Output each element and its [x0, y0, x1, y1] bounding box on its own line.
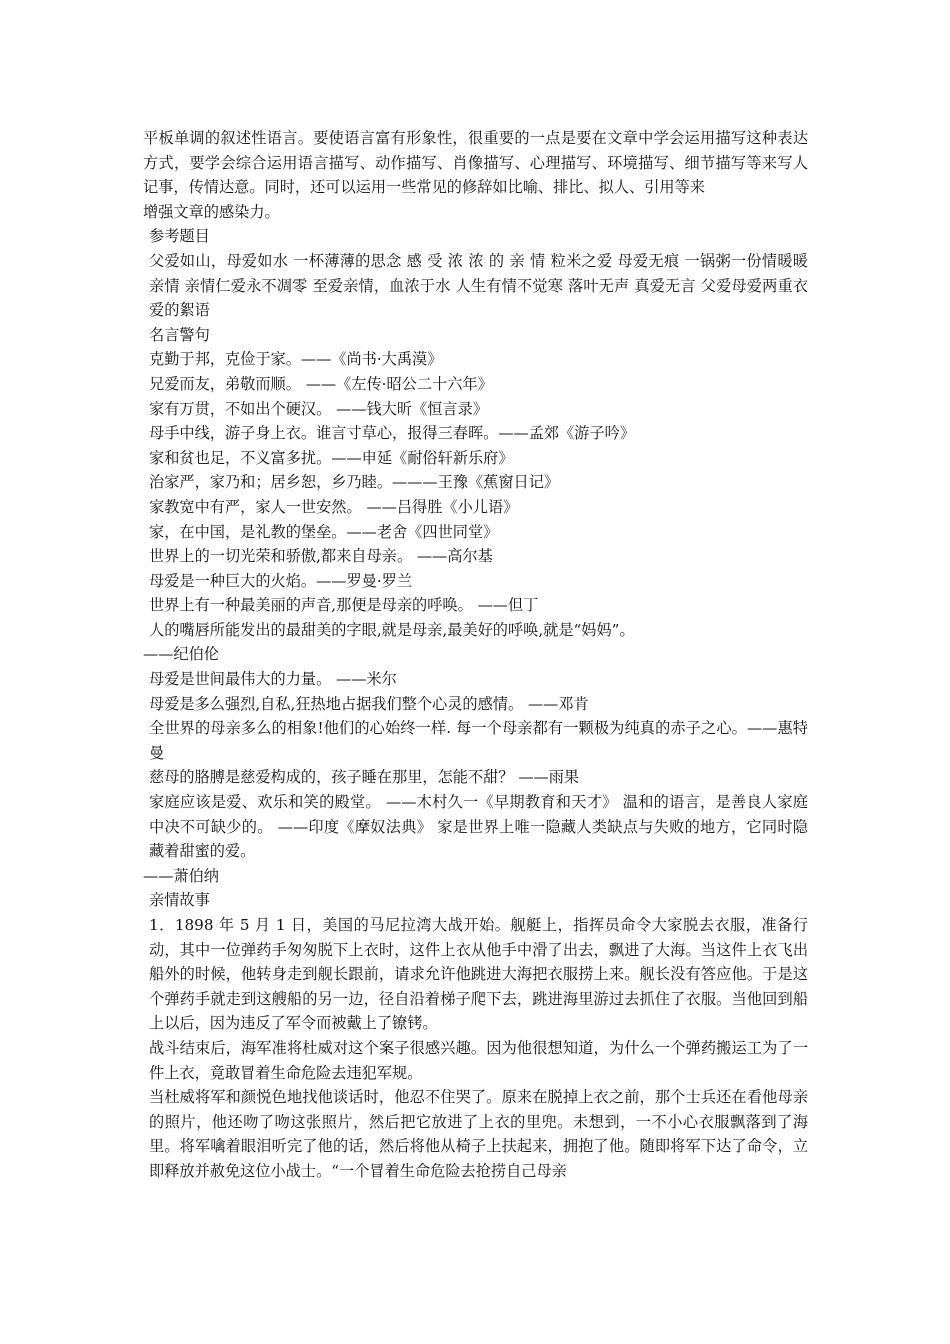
quote-line: 母爱是一种巨大的火焰。——罗曼·罗兰	[149, 571, 413, 590]
quote-line: 世界上有一种最美丽的声音,那便是母亲的呼唤。 ——但丁	[149, 596, 539, 615]
reference-titles-body: 父爱如山，母爱如水 一杯薄薄的思念 感 受 浓 浓 的 亲 情 粒米之爱 母爱无痕 一锅粥一份情暖暖亲情 亲情仁爱永不凋零 至爱亲情，血浓于水 人生有情不觉寒 落叶无声 真爱无言 父爱母爱两重衣 爱的絮语	[149, 251, 808, 320]
quote-line: 家和贫也足，不义富多扰。——申延《耐俗轩新乐府》	[149, 448, 514, 467]
document-page	[143, 126, 808, 1184]
quote-line: 家庭应该是爱、欢乐和笑的殿堂。 ——木村久一《早期教育和天才》 温和的语言，是善良人家庭中决不可缺少的。 ——印度《摩奴法典》 家是世界上唯一隐藏人类缺点与失败的地方，它同时隐藏着甜蜜的爱。	[149, 793, 808, 861]
quote-line: 慈母的胳膊是慈爱构成的，孩子睡在那里，怎能不甜？ ——雨果	[149, 768, 580, 787]
intro-paragraph-1: 平板单调的叙述性语言。要使语言富有形象性，很重要的一点是要在文章中学会运用描写这种表达方式，要学会综合运用语言描写、动作描写、肖像描写、心理描写、环境描写、细节描写等来写人记事，传情达意。同时，还可以运用一些常见的修辞如比喻、排比、拟人、引用等来	[143, 129, 808, 197]
quote-line: 家，在中国，是礼教的堡垒。——老舍《四世同堂》	[149, 522, 499, 541]
intro-paragraph-2: 增强文章的感染力。	[143, 202, 280, 221]
quote-line: 兄爱而友，弟敬而顺。 ——《左传·昭公二十六年》	[149, 374, 493, 393]
quotes-heading: 名言警句	[149, 325, 210, 344]
quote-line: 克勤于邦，克俭于家。——《尚书·大禹漠》	[149, 350, 443, 369]
story-paragraph: 战斗结束后，海军准将杜威对这个案子很感兴趣。因为他很想知道，为什么一个弹药搬运工为了一件上衣，竟敢冒着生命危险去违犯军规。	[149, 1038, 808, 1082]
quote-attribution: ——萧伯纳	[143, 866, 219, 885]
quote-line: 家教宽中有严，家人一世安然。 ——吕得胜《小儿语》	[149, 497, 519, 516]
story-paragraph: 1．1898 年 5 月 1 日，美国的马尼拉湾大战开始。舰艇上，指挥员命令大家脱去衣服，准备行动，其中一位弹药手匆匆脱下上衣时，这件上衣从他手中滑了出去，飘进了大海。当这件上衣飞出船外的时候，他转身走到舰长跟前，请求允许他跳进大海把衣服捞上来。舰长没有答应他。于是这个弹药手就走到这艘船的另一边，径自沿着梯子爬下去，跳进海里游过去抓住了衣服。当他回到船上以后，因为违反了军令而被戴上了镣铐。	[149, 916, 808, 1033]
story-paragraph: 当杜威将军和颜悦色地找他谈话时，他忍不住哭了。原来在脱掉上衣之前，那个士兵还在看他母亲的照片，他还吻了吻这张照片，然后把它放进了上衣的里兜。未想到，一不小心衣服飘落到了海里。将军噙着眼泪听完了他的话，然后将他从椅子上扶起来，拥抱了他。随即将军下达了命令，立即释放并赦免这位小战士。“一个冒着生命危险去抢捞自己母亲	[149, 1088, 808, 1180]
quote-attribution: ——纪伯伦	[143, 645, 219, 664]
quote-line: 家有万贯，不如出个硬汉。 ——钱大昕《恒言录》	[149, 399, 488, 418]
quote-line: 治家严，家乃和；居乡恕，乡乃睦。———王豫《蕉窗日记》	[149, 473, 560, 492]
quote-line: 人的嘴唇所能发出的最甜美的字眼,就是母亲,最美好的呼唤,就是“妈妈”。	[149, 620, 635, 639]
quote-line: 母手中线，游子身上衣。谁言寸草心，报得三春晖。——孟郊《游子吟》	[149, 424, 635, 443]
reference-titles-heading: 参考题目	[149, 227, 210, 246]
quote-line: 全世界的母亲多么的相象!他们的心始终一样. 每一个母亲都有一颗极为纯真的赤子之心。——惠特曼	[149, 719, 808, 762]
story-heading: 亲情故事	[149, 891, 210, 910]
quote-line: 世界上的一切光荣和骄傲,都来自母亲。 ——高尔基	[149, 547, 493, 566]
quote-line: 母爱是世间最伟大的力量。 ——米尔	[149, 670, 397, 689]
quote-line: 母爱是多么强烈,自私,狂热地占据我们整个心灵的感情。 ——邓肯	[149, 694, 589, 713]
